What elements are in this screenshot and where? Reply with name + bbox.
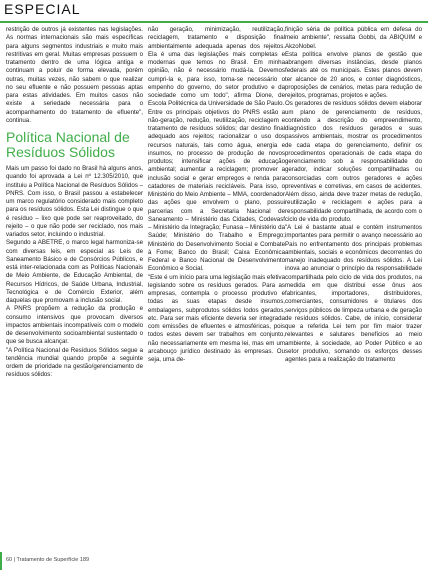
- paragraph: Esta política envolve planos de gestão que abrangem diversas instâncias, desde planos federais até os municipais. Estes planos devem ter alcance de 20 anos, e conter diagnósticos, proposições de cenários, metas para redução de rejeitos, programas, projetos e ações.: [285, 50, 422, 99]
- paragraph: não geração, minimização, reutilização, reciclagem, tratamento e disposição final ambientalmente adequada apenas dos rejeitos. Ela é uma das legislações mais completas e modernas que temos no Brasil. Em minha opinião, não é necessário mudá-la. Devemos cumpri-la e, para isso, torna-se necessário o empenho do governo, do setor produtivo e da sociedade como um todo", afirma Dione, de Escola Politécnica da Universidade de São Paulo.: [148, 26, 285, 108]
- page-header: [0, 0, 428, 23]
- column-2: [148, 26, 285, 364]
- paragraph: finição séria de política pública em defesa do meio ambiente", ressalta Gobbi, da ABIQUIM e AkzoNobel.: [285, 26, 422, 50]
- paragraph: Mais um passo foi dado no Brasil há alguns anos, quando foi aprovada a Lei nº 12.305/2010, que instituiu a Política Nacional de Resíduos Sólidos – PNRS. Com isso, o Brasil passou a estabelecer um marco regulatório considerado mais completo para os resíduos sólidos. Esta Lei distingue o que é resíduo – lixo que pode ser reaproveitado, do rejeito – o que não pode ser reciclado, nos mais variados setor, incluindo o industrial.: [6, 165, 143, 238]
- footer-accent-bar: [0, 552, 2, 570]
- column-3: [285, 26, 422, 364]
- section-title: ESPECIAL: [4, 1, 81, 17]
- column-1: [6, 26, 143, 380]
- paragraph: Os geradores de resíduos sólidos devem elaborar um plano de gerenciamento de resíduos, contendo a descrição do empreendimento, diagnóstico dos resíduos gerados e suas passivos ambientais, mostrar os procedimentos de cada etapa do gerenciamento, definir os procedimentos operacionais de cada etapa do gerenciamento sob a responsabilidade do gerador, indicar soluções compartilhadas ou consorciadas com outros geradores e ações preventivas e corretivas, em casos de acidentes. Além disso, ainda deve trazer metas de redução, reutilização e reciclagem e ações para a responsabilidade compartilhada, de acordo com o ciclo de vida do produto.: [285, 100, 422, 223]
- paragraph: A PNRS propõem a redução da produção e consumo intensivos que provocam diversos impactos ambientais incompatíveis com o modelo de desenvolvimento socioambiental sustentado o que se busca alcançar.: [6, 305, 143, 346]
- paragraph: "A Política Nacional de Resíduos Sólidos segue a tendência mundial quando propõe a seguinte ordem de prioridade na gestão/gerenciamento de resíduos sólidos:: [6, 346, 143, 379]
- header-rule: [0, 21, 428, 23]
- footer-page-info: 60 | Tratamento de Superfície 189: [6, 557, 90, 563]
- section-heading: Política Nacional de Resíduos Sólidos: [6, 129, 130, 160]
- paragraph: restrição de outros já existentes nas legislações. As normas internacionais são mais específicas para alguns segmentos industriais e muito mais restritivas em geral. Muitas empresas possuem o tratamento dentro de uma lógica antiga e continuam a poluir de forma elevada, porém outras, muitas vezes, não sabem o que realizar no seu efluente e não possuem pessoas aptas para estas atividades. Em muitos casos não existe a seriedade necessária para o acompanhamento do tratamento de efluente", continua.: [6, 26, 143, 124]
- page-footer: [0, 552, 428, 570]
- paragraph: Entre os principais objetivos do PNRS estão a não-geração, redução, reutilização, reciclagem e tratamento de resíduos sólidos; dar destino final adequado aos rejeitos; racionalizar o uso dos recursos naturais, tais como água, energia e insumos, no processo de produção de novos produtos; intensificar ações de educação ambiental; aumentar a reciclagem; promover a inclusão social e gerar empregos e renda para catadores de materiais recicláveis. Para isso, o Ministério do Meio Ambiente – MMA, coordenador das ações que envolvem o plano, possui parcerias com a Secretaria Nacional de Saneamento – Ministério das Cidades, Codevasf – Ministério da Integração; Funasa – Ministério da Saúde; Ministério do Trabalho e Emprego; Ministério do Desenvolvimento Social e Combate à Fome; Banco do Brasil; Caixa Econômica Federal e Banco Nacional de Desenvolvimento Econômico e Social.: [148, 108, 285, 273]
- paragraph: "Este é um início para uma legislação mais efetiva legislando sobre os resíduos gerados. Para as empresas, contempla o processo produtivo e todas as suas etapas desde insumos, embalagens, subprodutos sólidos lodos gerados, etc. Para ser mais eficiente deveria ser integrada com emissões de efluentes e atmosféricas, pois todos estes devem ser trabalhos em conjunto, não necessariamente em mesma lei, mas em um arcabouço jurídico destinado às empresas. Ou seja, uma de-: [148, 273, 285, 363]
- paragraph: "A Lei é bastante atual e contém instrumentos importantes para permitir o avanço necessário ao País no enfrentamento dos principais problemas ambientais, sociais e econômicos decorrentes do manejo inadequado dos resíduos sólidos. A Lei inova ao anunciar o princípio da responsabilidade compartilhada pelo ciclo de vida dos produtos, na medida em que distribui esse ônus aos fabricantes, importadores, distribuidores, comerciantes, consumidores e titulares dos serviços públicos de limpeza urbana e de geração de resíduos sólidos. Cabe, de início, considerar que a referida Lei tem por fim maior trazer relevantes e salutares benefícios ao meio ambiente, à sociedade, ao Poder Público e ao setor produtivo, somando os esforços desses agentes para a realização do tratamento: [285, 224, 422, 363]
- paragraph: Segundo a ABETRE, o marco legal harmoniza-se com diversas leis, em especial as Leis de Saneamento Básico e de Consórcios Públicos, e está inter-relacionada com as Políticas Nacionais de Meio Ambiente, de Educação Ambiental, de Recursos Hídricos, de Saúde Urbana, Industrial, Tecnológica e de Comércio Exterior, além daquelas que promovam a inclusão social.: [6, 239, 143, 304]
